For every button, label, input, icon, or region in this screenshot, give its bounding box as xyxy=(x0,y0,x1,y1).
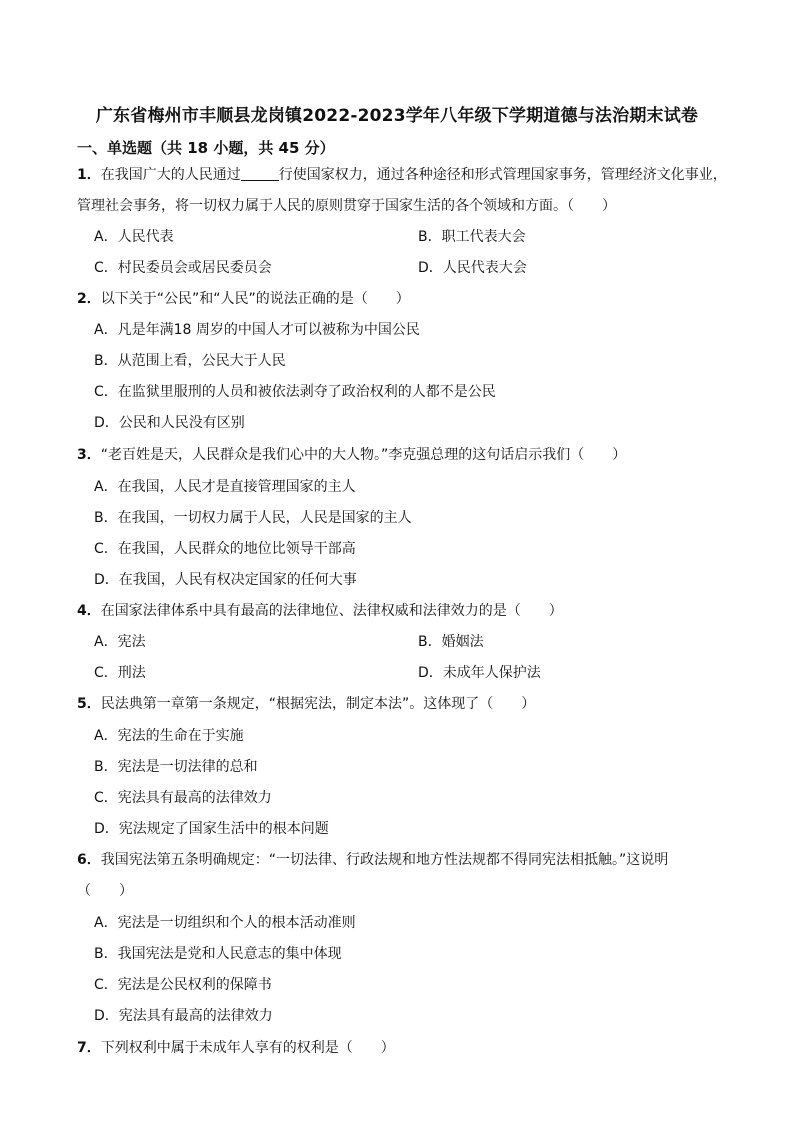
question-text: 以下关于“公民”和“人民”的说法正确的是（ ） xyxy=(100,291,410,307)
option-3b: B．在我国，一切权力属于人民，人民是国家的主人 xyxy=(94,510,412,526)
option-1c: C．村民委员会或居民委员会 xyxy=(94,260,272,276)
question-text: 在国家法律体系中具有最高的法律地位、法律权威和法律效力的是（ ） xyxy=(100,603,563,619)
section-heading: 一、单选题（共 18 小题，共 45 分） xyxy=(77,139,335,157)
option-6c: C．宪法是公民权利的保障书 xyxy=(94,977,272,993)
option-3a: A．在我国，人民才是直接管理国家的主人 xyxy=(94,479,356,495)
question-4 xyxy=(77,601,563,621)
option-1a: A．人民代表 xyxy=(94,229,174,245)
question-text: 下列权利中属于未成年人享有的权利是（ ） xyxy=(100,1040,395,1056)
option-4b: B．婚姻法 xyxy=(418,634,484,650)
fill-blank xyxy=(241,166,279,181)
option-3d: D．在我国，人民有权决定国家的任何大事 xyxy=(94,572,357,588)
option-3c: C．在我国，人民群众的地位比领导干部高 xyxy=(94,541,356,557)
option-6a: A．宪法是一切组织和个人的根本活动准则 xyxy=(94,915,356,931)
question-7 xyxy=(77,1038,395,1058)
question-text: “老百姓是天，人民群众是我们心中的大人物。”李克强总理的这句话启示我们（ ） xyxy=(100,447,627,463)
question-number: 1． xyxy=(77,167,101,183)
question-number: 4． xyxy=(77,603,101,619)
option-2a: A．凡是年满18 周岁的中国人才可以被称为中国公民 xyxy=(94,322,420,338)
question-text: 我国宪法第五条明确规定：“一切法律、行政法规和地方性法规都不得同宪法相抵触。”这说明 xyxy=(100,852,669,868)
question-number: 7． xyxy=(77,1040,101,1056)
question-text: 在我国广大的人民通过 xyxy=(100,167,241,183)
option-4a: A．宪法 xyxy=(94,634,146,650)
question-5 xyxy=(77,694,535,714)
question-number: 2． xyxy=(77,291,101,307)
question-number: 6． xyxy=(77,852,101,868)
question-6-line2: （ ） xyxy=(77,883,133,899)
option-6b: B．我国宪法是党和人民意志的集中体现 xyxy=(94,946,342,962)
option-6d: D．宪法具有最高的法律效力 xyxy=(94,1008,273,1024)
question-text-cont: 行使国家权力，通过各种途径和形式管理国家事务，管理经济文化事业， xyxy=(278,167,727,183)
option-1d: D．人民代表大会 xyxy=(418,260,527,276)
option-5d: D．宪法规定了国家生活中的根本问题 xyxy=(94,821,329,837)
option-2b: B．从范围上看，公民大于人民 xyxy=(94,353,286,369)
option-2c: C．在监狱里服刑的人员和被依法剥夺了政治权利的人都不是公民 xyxy=(94,384,496,400)
exam-title: 广东省梅州市丰顺县龙岗镇2022-2023学年八年级下学期道德与法治期末试卷 xyxy=(95,106,699,126)
option-5b: B．宪法是一切法律的总和 xyxy=(94,759,258,775)
option-4d: D．未成年人保护法 xyxy=(418,665,541,681)
question-text: 民法典第一章第一条规定，“根据宪法，制定本法”。这体现了（ ） xyxy=(100,696,536,712)
option-1b: B．职工代表大会 xyxy=(418,229,526,245)
question-1-line2: 管理社会事务，将一切权力属于人民的原则贯穿于国家生活的各个领域和方面。（ ） xyxy=(77,198,616,214)
question-2 xyxy=(77,289,410,309)
option-5a: A．宪法的生命在于实施 xyxy=(94,728,244,744)
question-3 xyxy=(77,445,626,465)
option-5c: C．宪法具有最高的法律效力 xyxy=(94,790,272,806)
question-1 xyxy=(77,165,727,185)
question-number: 3． xyxy=(77,447,101,463)
question-number: 5． xyxy=(77,696,101,712)
option-2d: D．公民和人民没有区别 xyxy=(94,415,245,431)
option-4c: C．刑法 xyxy=(94,665,146,681)
question-6 xyxy=(77,850,668,870)
